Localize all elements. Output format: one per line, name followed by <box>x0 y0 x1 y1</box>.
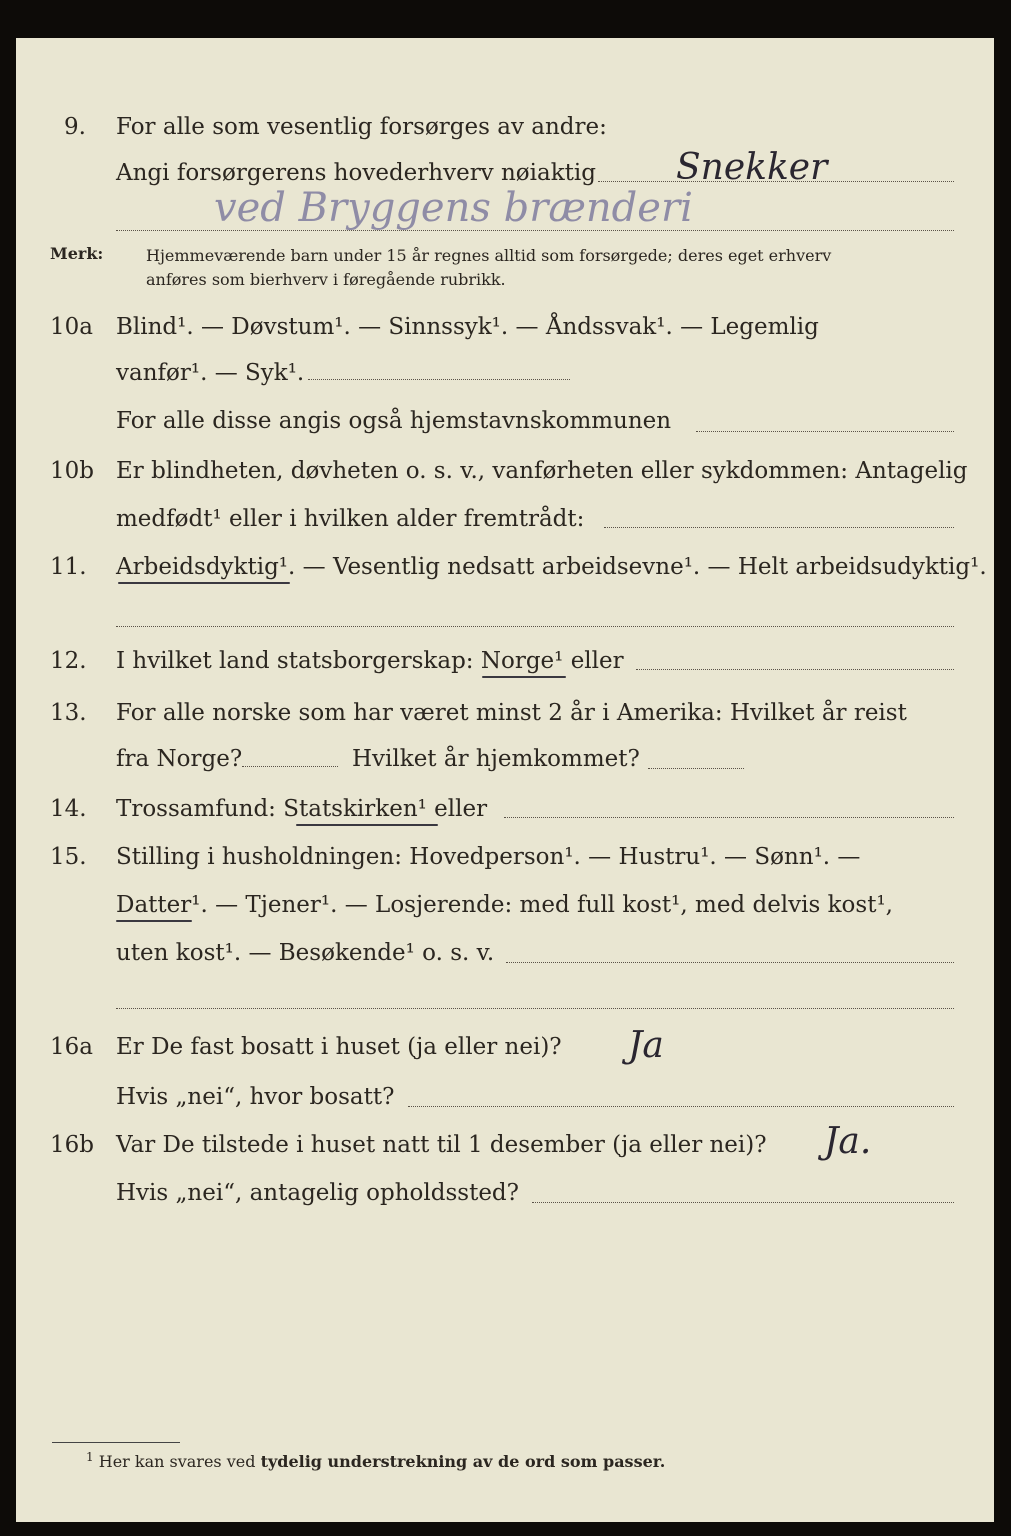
footnote-text-b: tydelig understrekning av de ord som passer. <box>260 1452 666 1471</box>
item-13-answer-line1 <box>242 766 338 767</box>
item-12-line1: I hvilket land statsborgerskap: Norge¹ eller <box>116 648 624 674</box>
item-10a-answer-line <box>308 379 570 380</box>
item-10a-number: 10a <box>50 314 93 340</box>
item-16b-number: 16b <box>50 1132 94 1158</box>
item-16a-answer: Ja <box>628 1025 664 1066</box>
item-10a-line1: Blind¹. — Døvstum¹. — Sinnssyk¹. — Åndssvak¹. — Legemlig <box>116 314 819 340</box>
item-16a-answer-line <box>408 1106 954 1107</box>
item-15-line2: Datter¹. — Tjener¹. — Losjerende: med full kost¹, med delvis kost¹, <box>116 892 893 918</box>
item-13-line2b: Hvilket år hjemkommet? <box>352 746 640 772</box>
item-13-number: 13. <box>50 700 87 726</box>
item-10b-answer-line <box>604 527 954 528</box>
item-15-line3: uten kost¹. — Besøkende¹ o. s. v. <box>116 940 495 966</box>
item-9-line1: For alle som vesentlig forsørges av andre: <box>116 114 607 140</box>
item-11-underline <box>118 582 290 584</box>
item-9-line2: Angi forsørgerens hovederhverv nøiaktig <box>116 160 596 186</box>
merk-line2: anføres som bierhverv i føregående rubrikk. <box>146 270 506 289</box>
item-12-number: 12. <box>50 648 87 674</box>
item-14-number: 14. <box>50 796 87 822</box>
item-12-answer-line <box>636 669 954 670</box>
item-13-line1: For alle norske som har været minst 2 år i Amerika: Hvilket år reist <box>116 700 907 726</box>
item-10a-line3: For alle disse angis også hjemstavnskommunen <box>116 408 672 434</box>
item-10b-line1: Er blindheten, døvheten o. s. v., vanførheten eller sykdommen: Antagelig <box>116 458 968 484</box>
item-10a-line2: vanfør¹. — Syk¹. <box>116 360 305 386</box>
item-14-underline <box>296 824 438 826</box>
item-14-answer-line <box>504 817 954 818</box>
item-16b-answer-line <box>532 1202 954 1203</box>
item-9-number: 9. <box>64 114 86 140</box>
item-11-line1: Arbeidsdyktig¹. — Vesentlig nedsatt arbeidsevne¹. — Helt arbeidsudyktig¹. <box>116 554 987 580</box>
item-15-answer-line2 <box>116 1008 954 1009</box>
footnote-text-a: Her kan svares ved <box>98 1452 256 1471</box>
footnote <box>86 1450 665 1471</box>
item-14-line1: Trossamfund: Statskirken¹ eller <box>116 796 488 822</box>
item-9-answer2: ved Bryggens brænderi <box>214 185 693 231</box>
item-11-answer-line <box>116 626 954 627</box>
item-10b-line2: medfødt¹ eller i hvilken alder fremtrådt: <box>116 506 585 532</box>
footnote-rule <box>52 1442 180 1443</box>
merk-line1: Hjemmeværende barn under 15 år regnes alltid som forsørgede; deres eget erhverv <box>146 246 832 265</box>
item-13-answer-line2 <box>648 768 744 769</box>
item-9-answer: Snekker <box>676 147 828 188</box>
footnote-mark: 1 <box>86 1450 94 1464</box>
item-10a-answer-line2 <box>696 431 954 432</box>
item-15-underline <box>116 920 192 922</box>
item-12-underline <box>482 676 566 678</box>
item-10b-number: 10b <box>50 458 94 484</box>
item-11-number: 11. <box>50 554 87 580</box>
merk-label: Merk: <box>50 244 104 263</box>
item-16a-line2: Hvis „nei“, hvor bosatt? <box>116 1084 395 1110</box>
item-16b-line2: Hvis „nei“, antagelig opholdssted? <box>116 1180 519 1206</box>
item-16b-answer: Ja. <box>824 1121 872 1162</box>
item-15-answer-line <box>506 962 954 963</box>
item-15-line1: Stilling i husholdningen: Hovedperson¹. — Hustru¹. — Sønn¹. — <box>116 844 861 870</box>
census-form-page <box>16 38 994 1522</box>
item-13-line2a: fra Norge? <box>116 746 243 772</box>
item-16a-line1: Er De fast bosatt i huset (ja eller nei)? <box>116 1034 562 1060</box>
item-16b-line1: Var De tilstede i huset natt til 1 desember (ja eller nei)? <box>116 1132 767 1158</box>
item-16a-number: 16a <box>50 1034 93 1060</box>
item-15-number: 15. <box>50 844 87 870</box>
